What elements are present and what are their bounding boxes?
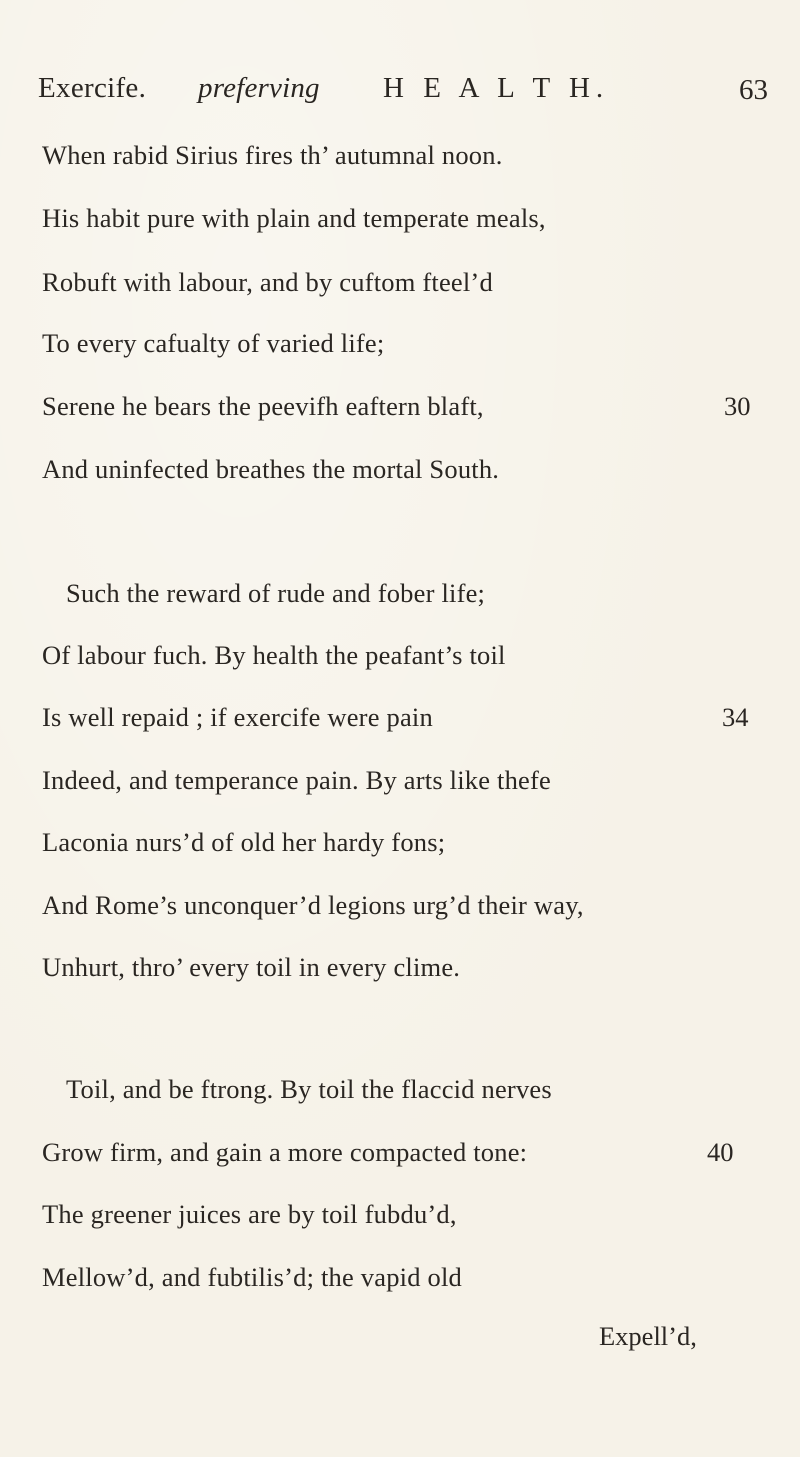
verse-line: Robuft with labour, and by cuftom fteel’d — [42, 267, 493, 297]
verse-line: Indeed, and temperance pain. By arts like thefe — [42, 765, 552, 795]
running-head-italic: preferving — [198, 72, 320, 104]
running-head-left: Exercife. — [38, 72, 147, 104]
verse-line: When rabid Sirius fires th’ autumnal noon. — [42, 140, 503, 170]
verse-line: Mellow’d, and fubtilis’d; the vapid old — [42, 1262, 462, 1292]
verse-line: Is well repaid ; if exercife were pain — [42, 702, 433, 732]
verse-line: And uninfected breathes the mortal South. — [42, 454, 500, 484]
line-number: 40 — [707, 1137, 734, 1167]
verse-line: To every cafualty of varied life; — [42, 328, 385, 358]
line-number: 34 — [722, 702, 749, 732]
line-number: 30 — [724, 391, 751, 421]
verse-line: Serene he bears the peevifh eaftern blaft, — [42, 391, 484, 421]
catchword: Expell’d, — [599, 1321, 697, 1351]
running-header — [38, 72, 768, 116]
verse-line: His habit pure with plain and temperate meals, — [42, 203, 546, 233]
verse-line: Toil, and be ftrong. By toil the flaccid nerves — [66, 1074, 552, 1104]
verse-line: Of labour fuch. By health the peafant’s toil — [42, 640, 506, 670]
verse-line: The greener juices are by toil fubdu’d, — [42, 1199, 457, 1229]
verse-line: Unhurt, thro’ every toil in every clime. — [42, 952, 461, 982]
page-number: 63 — [739, 74, 768, 106]
verse-line: Laconia nurs’d of old her hardy fons; — [42, 827, 446, 857]
verse-line: And Rome’s unconquer’d legions urg’d their way, — [42, 890, 584, 920]
running-head-title: H E A L T H. — [383, 72, 610, 104]
verse-line: Grow firm, and gain a more compacted tone: — [42, 1137, 528, 1167]
verse-line: Such the reward of rude and fober life; — [66, 578, 486, 608]
